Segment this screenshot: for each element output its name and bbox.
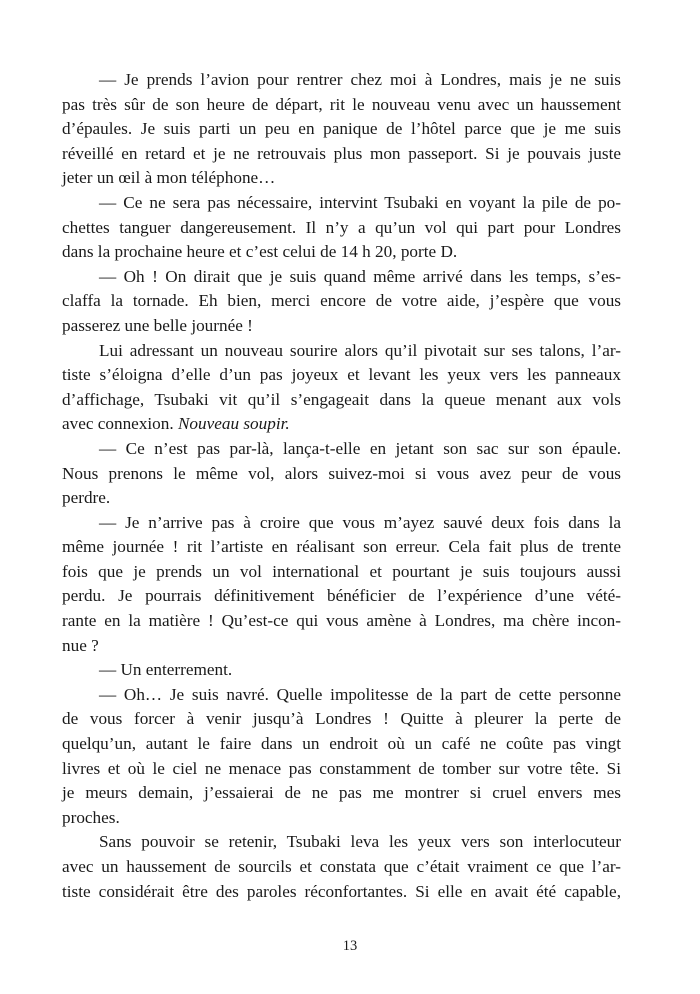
text-line	[62, 634, 621, 659]
line-text: quelqu’un, autant le faire dans un endroit où un café ne coûte pas vingt	[62, 734, 621, 754]
text-line	[62, 68, 621, 93]
text-line	[62, 880, 621, 905]
text-line	[62, 437, 621, 462]
line-text: — Un enterrement.	[99, 660, 233, 680]
line-text: dans la prochaine heure et c’est celui de 14 h 20, porte D.	[62, 242, 458, 262]
text-line	[62, 314, 621, 339]
line-text: perdu. Je pourrais définitivement bénéficier de l’expérience d’une vété-	[62, 586, 621, 606]
line-text: — Ce n’est pas par-là, lança-t-elle en jetant son sac sur son épaule.	[99, 438, 621, 458]
line-text: — Ce ne sera pas nécessaire, intervint Tsubaki en voyant la pile de po-	[99, 192, 621, 212]
line-text: pas très sûr de son heure de départ, rit le nouveau venu avec un haussement	[62, 94, 621, 114]
text-line	[62, 388, 621, 413]
line-text: d’affichage, Tsubaki vit qu’il s’engageait dans la queue menant aux vols	[62, 389, 621, 409]
text-line	[62, 584, 621, 609]
line-text: passerez une belle journée !	[62, 315, 253, 335]
text-line	[62, 830, 621, 855]
line-text: fois que je prends un vol international et pourtant je suis toujours aussi	[62, 561, 621, 581]
line-text: Sans pouvoir se retenir, Tsubaki leva les yeux vers son interlocuteur	[99, 832, 621, 852]
text-line	[62, 855, 621, 880]
text-line	[62, 117, 621, 142]
line-text: chettes tanguer dangereusement. Il n’y a qu’un vol qui part pour Londres	[62, 217, 621, 237]
line-text: Nous prenons le même vol, alors suivez-moi si vous avez peur de vous	[62, 463, 621, 483]
line-text: Lui adressant un nouveau sourire alors qu’il pivotait sur ses talons, l’ar-	[99, 340, 621, 360]
text-line	[62, 412, 621, 437]
line-text: — Je prends l’avion pour rentrer chez moi à Londres, mais je ne suis	[99, 70, 621, 89]
text-line	[62, 265, 621, 290]
text-line	[62, 707, 621, 732]
line-text: claffa la tornade. Eh bien, merci encore de votre aide, j’espère que vous	[62, 291, 621, 311]
text-line	[62, 781, 621, 806]
line-text: avec un haussement de sourcils et constata que c’était vraiment ce que l’ar-	[62, 857, 621, 876]
text-line	[62, 535, 621, 560]
text-line	[62, 560, 621, 585]
line-text: — Oh ! On dirait que je suis quand même arrivé dans les temps, s’es-	[99, 266, 621, 286]
text-line	[62, 240, 621, 265]
text-line	[62, 191, 621, 216]
text-line	[62, 732, 621, 757]
text-line	[62, 486, 621, 511]
text-line	[62, 289, 621, 314]
page-number: 13	[342, 938, 358, 954]
line-text: je meurs demain, j’essaierai de ne pas me montrer si cruel envers mes	[62, 783, 621, 803]
text-line	[62, 93, 621, 118]
text-line	[62, 142, 621, 167]
line-text: tiste considérait être des paroles réconfortantes. Si elle en avait été capable,	[62, 881, 621, 901]
line-text: de vous forcer à venir jusqu’à Londres ! Quitte à pleurer la perte de	[62, 709, 621, 729]
text-line	[62, 511, 621, 536]
text-line	[62, 339, 621, 364]
line-text: d’épaules. Je suis parti un peu en panique de l’hôtel parce que je me suis	[62, 119, 621, 139]
text-line	[62, 363, 621, 388]
line-text: tiste s’éloigna d’elle d’un pas joyeux et levant les yeux vers les panneaux	[62, 365, 621, 385]
line-text: proches.	[62, 807, 120, 827]
line-text: livres et où le ciel ne menace pas constamment de tomber sur votre tête. Si	[62, 758, 621, 778]
page-body	[62, 68, 621, 904]
text-line	[62, 757, 621, 782]
line-text: réveillé en retard et je ne retrouvais plus mon passeport. Si je pouvais juste	[62, 143, 621, 163]
line-text: — Oh… Je suis navré. Quelle impolitesse de la part de cette personne	[99, 684, 621, 704]
text-line	[62, 462, 621, 487]
line-text: rante en la matière ! Qu’est-ce qui vous amène à Londres, ma chère incon-	[62, 611, 621, 631]
line-text: nue ?	[62, 635, 99, 655]
text-line	[62, 609, 621, 634]
line-text: perdre.	[62, 488, 111, 508]
line-text: — Je n’arrive pas à croire que vous m’ayez sauvé deux fois dans la	[99, 512, 621, 532]
text-line	[62, 683, 621, 708]
text-line	[62, 658, 621, 683]
text-line	[62, 166, 621, 191]
line-text: avec connexion.	[62, 414, 174, 434]
italic-text: Nouveau soupir.	[177, 414, 290, 434]
text-line	[62, 806, 621, 831]
line-text: même journée ! rit l’artiste en réalisant son erreur. Cela fait plus de trente	[62, 537, 621, 557]
line-text: jeter un œil à mon téléphone…	[62, 168, 276, 188]
text-line	[62, 216, 621, 241]
